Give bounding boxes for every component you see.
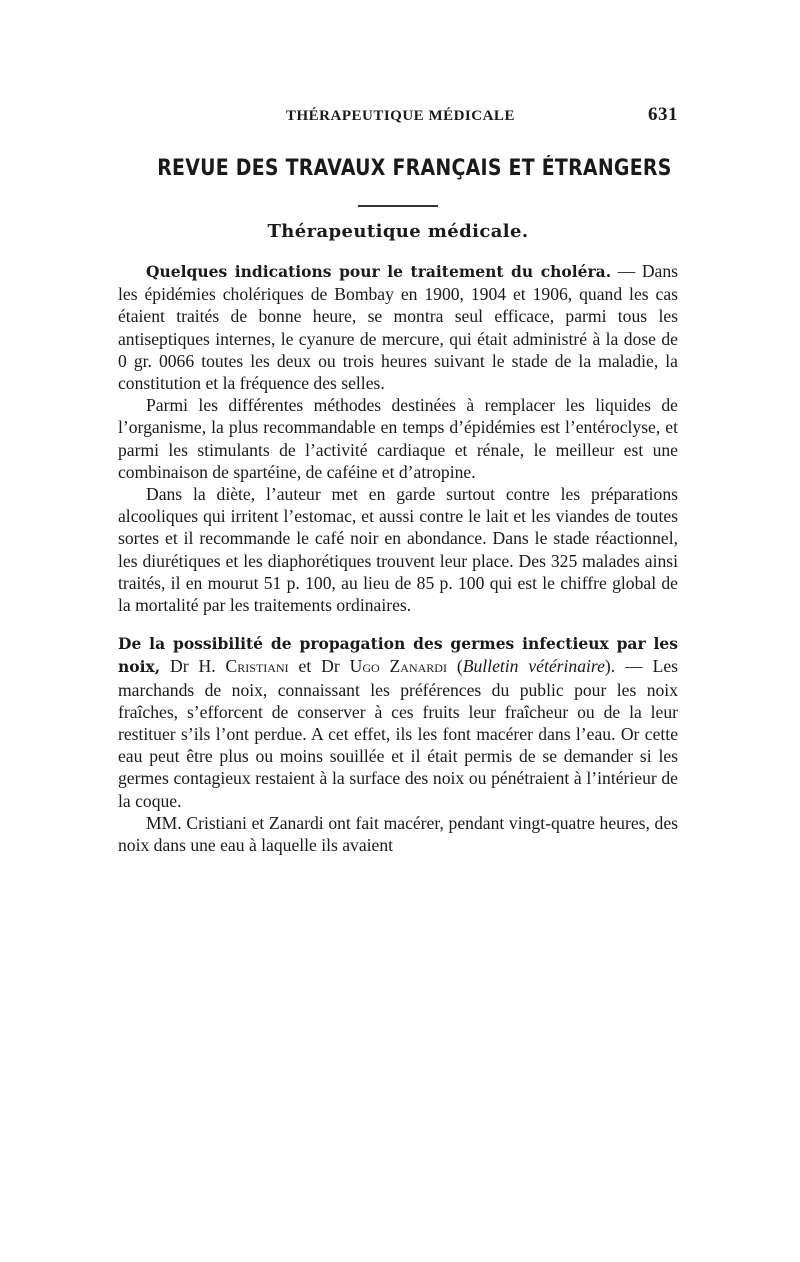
title-divider: [358, 205, 438, 207]
article-noix-heading: De la possibilité de propagation des germes infectieux par les noix,: [118, 634, 678, 677]
article-noix-author-2: Ugo Zanardi: [349, 656, 447, 677]
article-noix-author-1: H. Cristiani: [198, 656, 289, 677]
running-header: [118, 100, 678, 128]
article-cholera-paragraph-3: Dans la diète, l’auteur met en garde surtout contre les préparations alcooliques qui irritent l’estomac, et aussi contre le lait et les viandes de toutes sortes et il recommande le café noir en abondance. Dans le stade réactionnel, les diurétiques et les diaphorétiques trouvent leur place. Des 325 malades ainsi traités, il en mourut 51 p. 100, au lieu de 85 p. 100 qui est le chiffre global de la mortalité par les traitements ordinaires.: [118, 484, 678, 616]
page-number: 631: [648, 104, 678, 125]
article-noix-title-2: et Dr: [288, 656, 350, 677]
article-noix-source-open: (: [446, 656, 463, 677]
article-cholera-paragraph-2: Parmi les différentes méthodes destinées à remplacer les liquides de l’organisme, la plus recommandable en temps d’épidémies est l’entéroclyse, et parmi les stimulants de l’activité cardiaque et rénale, le meilleur est une combinaison de spartéine, de caféine et d’atropine.: [118, 395, 678, 482]
section-title: REVUE DES TRAVAUX FRANÇAIS ET ÉTRANGERS: [157, 156, 672, 181]
article-cholera-paragraph-1: [118, 260, 678, 394]
article-noix: [118, 632, 678, 856]
article-cholera: [118, 260, 678, 616]
article-noix-text-1: — Les marchands de noix, connaissant les préférences du public pour les noix fraîches, s’efforcent de conserver à ces fruits leur fraîcheur ou de la leur restituer s’ils l’ont perdue. A cet effet, ils les font macérer dans l’eau. Or cette eau peut être plus ou moins souillée et il était permis de se demander si les germes contagieux restaient à la surface des noix ou pénétraient à l’intérieur de la coque.: [118, 656, 678, 811]
article-cholera-heading: Quelques indications pour le traitement du choléra.: [146, 262, 612, 281]
article-noix-title-1: Dr: [160, 656, 199, 677]
subsection-title: Thérapeutique médicale.: [267, 221, 529, 242]
book-page: [118, 100, 678, 856]
article-noix-paragraph-1: [118, 632, 678, 812]
running-title: THÉRAPEUTIQUE MÉDICALE: [286, 108, 515, 124]
article-noix-source: Bulletin vétérinaire: [462, 656, 605, 677]
article-noix-paragraph-2: MM. Cristiani et Zanardi ont fait macérer, pendant vingt-quatre heures, des noix dans une eau à laquelle ils avaient: [118, 812, 678, 856]
article-cholera-text-1: — Dans les épidémies cholériques de Bombay en 1900, 1904 et 1906, quand les cas étaient traités de bonne heure, se montra seul efficace, parmi tous les antiseptiques internes, le cyanure de mercure, qui était administré à la dose de 0 gr. 0066 toutes les deux ou trois heures suivant le stade de la maladie, la constitution et la fréquence des selles.: [118, 261, 678, 394]
article-noix-source-close: ).: [604, 656, 616, 677]
